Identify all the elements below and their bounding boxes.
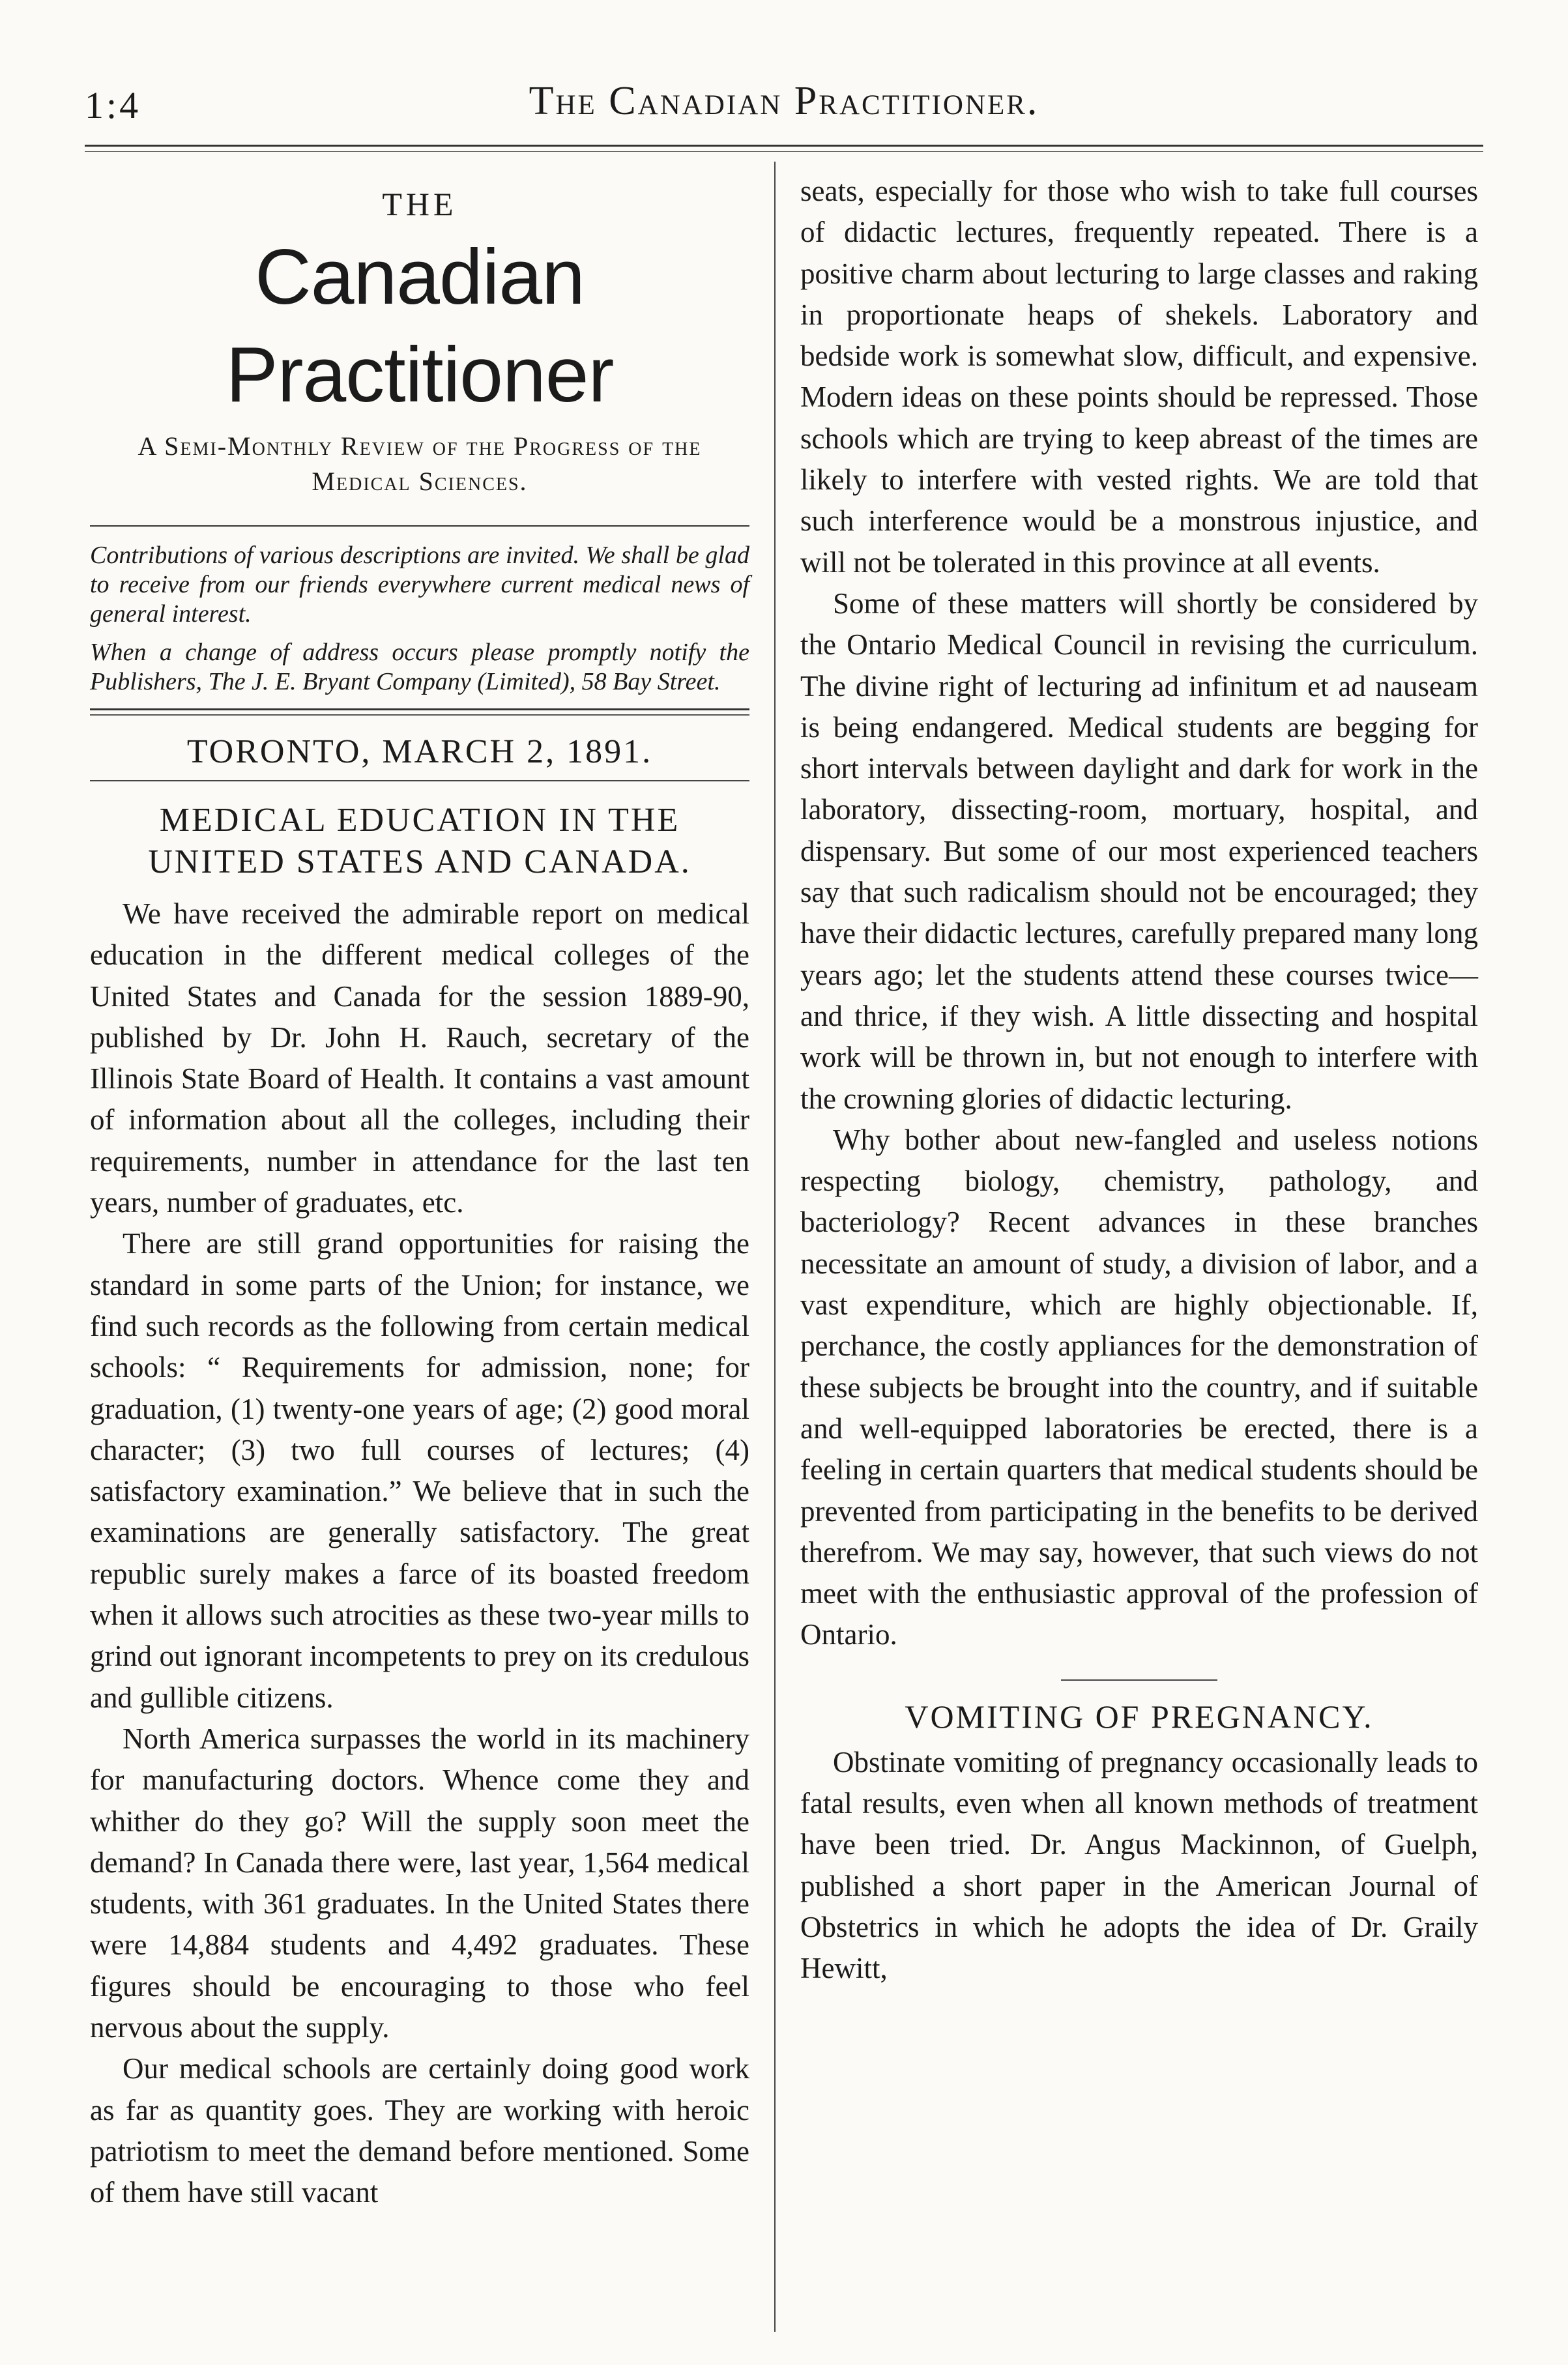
- article-title: MEDICAL EDUCATION IN THE UNITED STATES AND CANADA.: [148, 802, 691, 880]
- masthead-title: Canadian Practitioner: [225, 233, 614, 418]
- article-paragraph: North America surpasses the world in its machinery for manufacturing doctors. Whence come they and whither do they go? Will the supply soon meet the demand? In Canada there were, last year, 1,564 medical students, with 361 graduates. In the United States there were 14,884 students and 4,492 graduates. These figures should be encouraging to those who feel nervous about the supply.: [90, 1722, 749, 2044]
- article-paragraph: We have received the admirable report on medical education in the different medical colleges of the United States and Canada for the session 1889-90, published by Dr. John H. Rauch, secretary of the Illinois State Board of Health. It contains a vast amount of information about all the colleges, including their requirements, number in attendance for the last ten years, number of graduates, etc.: [90, 897, 749, 1219]
- article-paragraph: Obstinate vomiting of pregnancy occasionally leads to fatal results, even when all known methods of treatment have been tried. Dr. Angus Mackinnon, of Guelph, published a short paper in the American Journal of Obstetrics in which he adopts the idea of Dr. Graily Hewitt,: [800, 1745, 1478, 1985]
- article-title-vomiting: VOMITING OF PREGNANCY.: [905, 1698, 1374, 1735]
- notice-address: When a change of address occurs please promptly notify the Publishers, The J. E. Bryant Company (Limited), 58 Bay Street.: [90, 639, 749, 695]
- running-title: The Canadian Practitioner.: [529, 79, 1039, 123]
- dateline-rule: [90, 780, 749, 781]
- article-paragraph: Some of these matters will shortly be considered by the Ontario Medical Council in revising the curriculum. The divine right of lecturing ad infinitum et ad nauseam is being endangered. Medical students are begging for short intervals between daylight and dark for work in the laboratory, dissecting-room, mortuary, hospital, and dispensary. But some of our most experienced teachers say that such radicalism should not be encouraged; they have their didactic lectures, carefully prepared many long years ago; let the students attend these courses twice—and thrice, if they wish. A little dissecting and hospital work will be thrown in, but not enough to interfere with the crowning glories of didactic lecturing.: [800, 587, 1478, 1115]
- article-paragraph-continued: seats, especially for those who wish to take full courses of didactic lectures, frequently repeated. There is a positive charm about lecturing to large classes and raking in proportionate heaps of shekels. Laboratory and bedside work is somewhat slow, difficult, and expensive. Modern ideas on these points should be repressed. Those schools which are trying to keep abreast of the times are likely to interfere with vested rights. We are told that such interference would be a monstrous injustice, and will not be tolerated in this province at all events.: [800, 175, 1478, 579]
- running-head: [85, 78, 1483, 130]
- masthead-the: THE: [382, 186, 457, 222]
- page-number: 1:4: [85, 84, 141, 126]
- dateline: TORONTO, MARCH 2, 1891.: [186, 733, 653, 770]
- column-divider: [774, 162, 776, 2332]
- right-column: [800, 171, 1478, 1989]
- left-column: [90, 171, 749, 2214]
- section-rule: [1061, 1679, 1217, 1681]
- notice-contributions: Contributions of various descriptions are invited. We shall be glad to receive from our friends everywhere current medical news of general interest.: [90, 542, 749, 628]
- article-paragraph: Our medical schools are certainly doing good work as far as quantity goes. They are working with heroic patriotism to meet the demand before mentioned. Some of them have still vacant: [90, 2052, 749, 2209]
- notice-rule: [90, 708, 749, 716]
- masthead-rule: [90, 525, 749, 527]
- header-rule: [85, 145, 1483, 152]
- article-paragraph: There are still grand opportunities for raising the standard in some parts of the Union; for instance, we find such records as the following from certain medical schools: “ Requirements for admission, none; for graduation, (1) twenty-one years of age; (2) good moral character; (3) two full courses of lectures; (4) satisfactory examination.” We believe that in such the examinations are generally satisfactory. The great republic surely makes a farce of its boasted freedom when it allows such atrocities as these two-year mills to grind out ignorant incompetents to prey on its credulous and gullible citizens.: [90, 1227, 749, 1714]
- masthead-subtitle: A Semi-Monthly Review of the Progress of the Medical Sciences.: [138, 431, 702, 496]
- article-paragraph: Why bother about new-fangled and useless notions respecting biology, chemistry, pathology, and bacteriology? Recent advances in these branches necessitate an amount of study, a division of labor, and a vast expenditure, which are highly objectionable. If, perchance, the costly appliances for the demonstration of these subjects be brought into the country, and if suitable and well-equipped laboratories be erected, there is a feeling in certain quarters that medical students should be prevented from participating in the benefits to be derived therefrom. We may say, however, that such views do not meet with the enthusiastic approval of the profession of Ontario.: [800, 1123, 1478, 1651]
